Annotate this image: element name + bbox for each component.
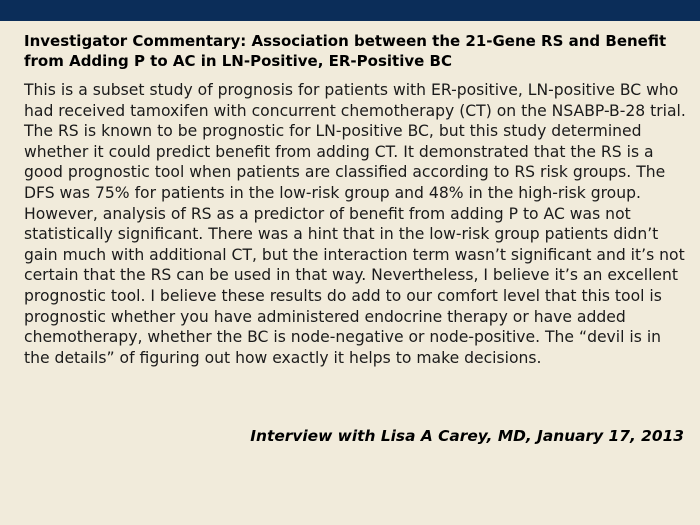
interview-attribution: Interview with Lisa A Carey, MD, January 17, 2013: [250, 427, 684, 445]
slide-title: Investigator Commentary: Association between the 21-Gene RS and Benefit from Adding P to AC in LN-Positive, ER-Positive BC: [24, 32, 667, 70]
header-bar: [0, 0, 700, 21]
commentary-text: This is a subset study of prognosis for patients with ER-positive, LN-positive BC who had received tamoxifen with concurrent chemotherapy (CT) on the NSABP-B-28 trial. The RS is known to be prognostic for LN-positive BC, but this study determined whether it could predict benefit from adding CT. It demonstrated that the RS is a good prognostic tool when patients are classified according to RS risk groups. The DFS was 75% for patients in the low-risk group and 48% in the high-risk group. However, analysis of RS as a predictor of benefit from adding P to AC was not statistically significant. There was a hint that in the low-risk group patients didn’t gain much with additional CT, but the interaction term wasn’t significant and it’s not certain that the RS can be used in that way. Nevertheless, I believe it’s an excellent prognostic tool. I believe these results do add to our comfort level that this tool is prognostic whether you have administered endocrine therapy or have added chemotherapy, whether the BC is node-negative or node-positive. The “devil is in the details” of figuring out how exactly it helps to make decisions.: [24, 81, 686, 367]
